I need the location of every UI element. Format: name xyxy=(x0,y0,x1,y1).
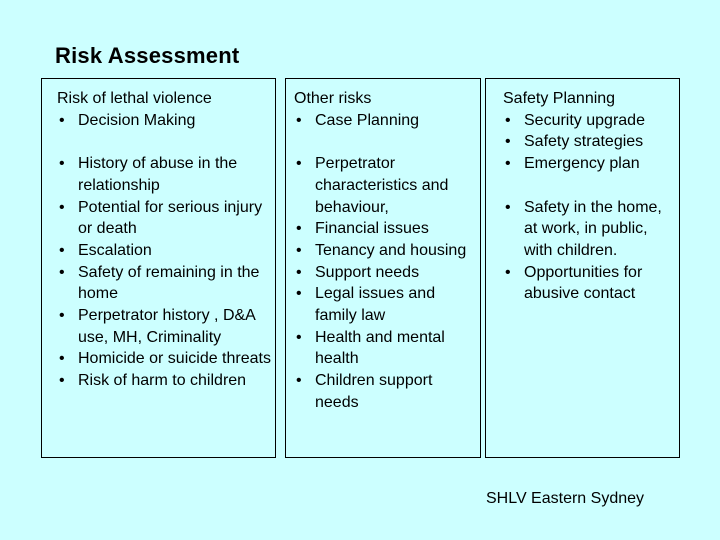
list-item: • Decision Making xyxy=(57,110,275,132)
column-heading: Safety Planning xyxy=(503,90,616,107)
list-item: • Safety in the home, at work, in public, with children. xyxy=(503,197,679,262)
detail-list xyxy=(294,153,480,413)
footer-attribution: SHLV Eastern Sydney xyxy=(486,490,645,507)
list-item: • Opportunities for abusive contact xyxy=(503,262,679,305)
list-item: • Tenancy and housing xyxy=(294,240,480,262)
list-item: • Children support needs xyxy=(294,370,480,413)
list-item: • Perpetrator characteristics and behaviour, xyxy=(294,153,480,218)
list-item: • Safety strategies xyxy=(503,131,679,153)
list-item: • Case Planning xyxy=(294,110,480,132)
list-item: • Escalation xyxy=(57,240,275,262)
list-item: • History of abuse in the relationship xyxy=(57,153,275,196)
list-item: • Support needs xyxy=(294,262,480,284)
list-item: • Legal issues and family law xyxy=(294,283,480,326)
page-title: Risk Assessment xyxy=(55,43,240,68)
column-safety-planning xyxy=(485,78,680,458)
column-lethal-violence xyxy=(41,78,276,458)
list-item: • Financial issues xyxy=(294,218,480,240)
column-heading: Other risks xyxy=(294,90,372,107)
column-heading: Risk of lethal violence xyxy=(57,90,212,107)
top-list xyxy=(294,110,480,132)
detail-list xyxy=(503,197,679,306)
top-list xyxy=(57,110,275,132)
detail-list xyxy=(57,153,275,392)
list-item: • Perpetrator history , D&A use, MH, Criminality xyxy=(57,305,275,348)
list-item: • Potential for serious injury or death xyxy=(57,197,275,240)
list-item: • Security upgrade xyxy=(503,110,679,132)
list-item: • Health and mental health xyxy=(294,327,480,370)
list-item: • Risk of harm to children xyxy=(57,370,275,392)
list-item: • Safety of remaining in the home xyxy=(57,262,275,305)
list-item: • Emergency plan xyxy=(503,153,679,175)
column-other-risks xyxy=(285,78,481,458)
list-item: • Homicide or suicide threats xyxy=(57,348,275,370)
top-list xyxy=(503,110,679,175)
